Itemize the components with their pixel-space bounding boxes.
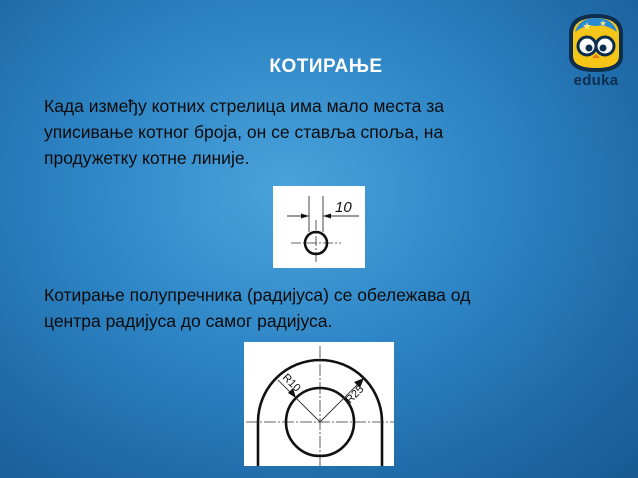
paragraph-line: центра радијуса до самог радијуса. xyxy=(44,311,333,331)
radius-label-r25: R25 xyxy=(343,383,367,407)
paragraph-line: продужетку котне линије. xyxy=(44,148,250,168)
paragraph-line: уписивање котног броја, он се ставља споља, на xyxy=(44,122,444,142)
figure-radius-dimension xyxy=(244,342,394,466)
logo-text: eduka xyxy=(573,72,619,89)
radius-label-r10: R10 xyxy=(279,371,303,395)
paragraph-line: Када између котних стрелица има мало места за xyxy=(44,96,445,116)
eduka-logo xyxy=(563,12,629,92)
paragraph-dimension-outside xyxy=(44,93,604,171)
owl-icon xyxy=(563,12,629,74)
slide-title: КОТИРАЊЕ xyxy=(269,56,383,77)
paragraph-line: Котирање полупречника (радијуса) се обележава од xyxy=(44,285,471,305)
figure-small-circle-dimension xyxy=(273,186,365,268)
paragraph-radius-dimension xyxy=(44,282,624,334)
dimension-label-10: 10 xyxy=(335,199,352,216)
